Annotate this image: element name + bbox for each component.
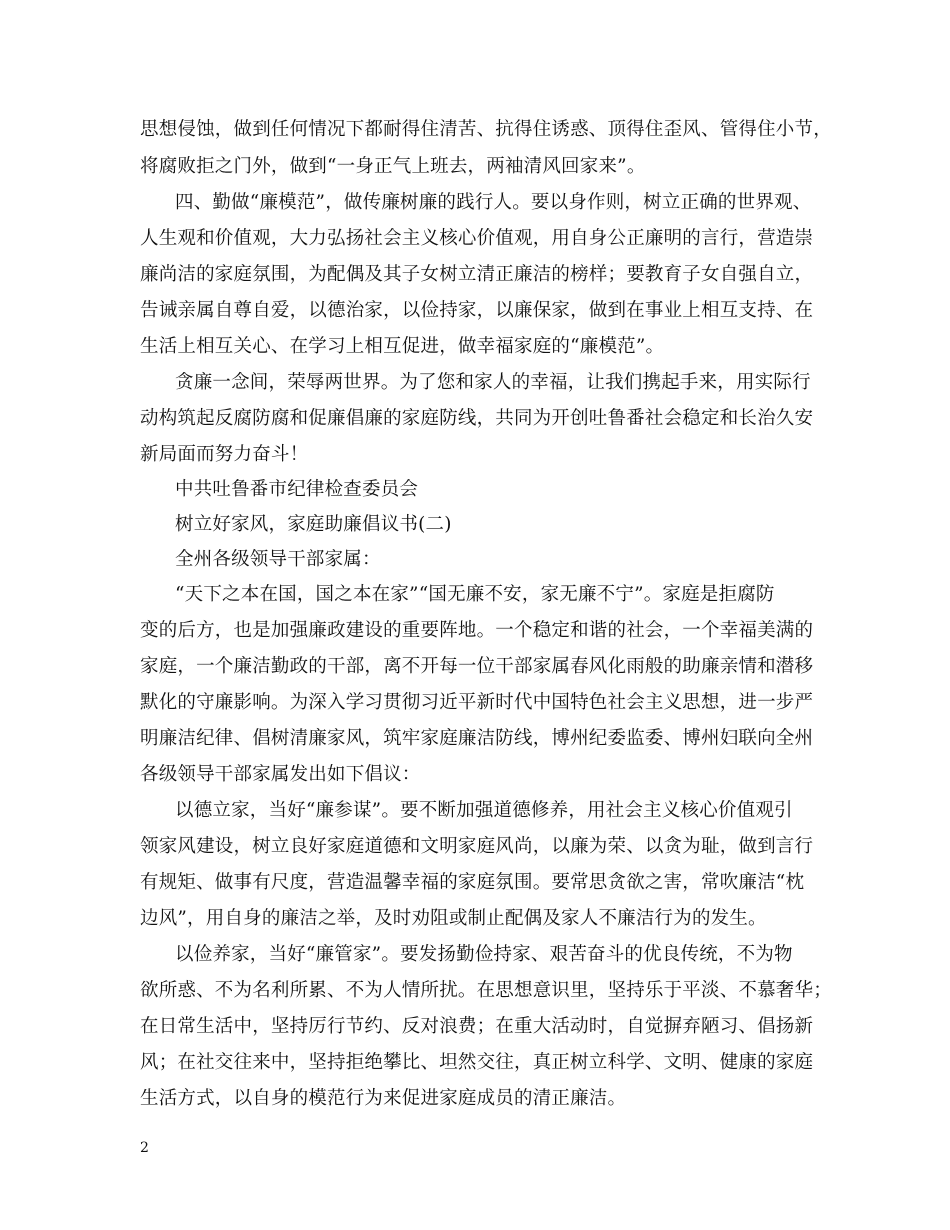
signature-line: 中共吐鲁番市纪律检查委员会 bbox=[175, 479, 419, 500]
text-line: 明廉洁纪律、倡树清廉家风，筑牢家庭廉洁防线，博州纪委监委、博州妇联向全州 bbox=[140, 728, 814, 749]
text-line: 人生观和价值观，大力弘扬社会主义核心价值观，用自身公正廉明的言行，营造崇 bbox=[140, 228, 814, 249]
paragraph-first-line: “天下之本在国，国之本在家”“国无廉不安，家无廉不宁”。家庭是拒腐防 bbox=[175, 584, 775, 605]
text-line: 各级领导干部家属发出如下倡议： bbox=[140, 764, 421, 785]
paragraph-first-line: 以俭养家，当好“廉管家”。要发扬勤俭持家、艰苦奋斗的优良传统，不为物 bbox=[175, 944, 793, 965]
text-line: 家庭，一个廉洁勤政的干部，离不开每一位干部家属春风化雨般的助廉亲情和潜移 bbox=[140, 656, 814, 677]
paragraph-first-line: 四、勤做“廉模范”，做传廉树廉的践行人。要以身作则，树立正确的世界观、 bbox=[175, 192, 812, 213]
text-line: 变的后方，也是加强廉政建设的重要阵地。一个稳定和谐的社会，一个幸福美满的 bbox=[140, 620, 814, 641]
text-line: 新局面而努力奋斗！ bbox=[140, 444, 309, 465]
salutation: 全州各级领导干部家属： bbox=[175, 549, 381, 570]
page-number: 2 bbox=[140, 1140, 149, 1156]
text-line: 在日常生活中，坚持厉行节约、反对浪费；在重大活动时，自觉摒弃陋习、倡扬新 bbox=[140, 1016, 814, 1037]
text-line: 有规矩、做事有尺度，营造温馨幸福的家庭氛围。要常思贪欲之害，常吹廉洁“枕 bbox=[140, 872, 805, 893]
text-line: 告诫亲属自尊自爱，以德治家，以俭持家，以廉保家，做到在事业上相互支持、在 bbox=[140, 300, 814, 321]
text-line: 廉尚洁的家庭氛围，为配偶及其子女树立清正廉洁的榜样；要教育子女自强自立， bbox=[140, 264, 814, 285]
section-title: 树立好家风，家庭助廉倡议书(二) bbox=[175, 514, 452, 535]
text-line: 生活上相互关心、在学习上相互促进，做幸福家庭的“廉模范”。 bbox=[140, 336, 665, 357]
text-line: 领家风建设，树立良好家庭道德和文明家庭风尚，以廉为荣、以贪为耻，做到言行 bbox=[140, 836, 814, 857]
text-line: 动构筑起反腐防腐和促廉倡廉的家庭防线，共同为开创吐鲁番社会稳定和长治久安 bbox=[140, 408, 814, 429]
text-line: 欲所惑、不为名利所累、不为人情所扰。在思想意识里，坚持乐于平淡、不慕奢华； bbox=[140, 980, 832, 1001]
paragraph-first-line: 以德立家，当好“廉参谋”。要不断加强道德修养，用社会主义核心价值观引 bbox=[175, 800, 793, 821]
text-line: 生活方式，以自身的模范行为来促进家庭成员的清正廉洁。 bbox=[140, 1088, 627, 1109]
text-line: 边风”，用自身的廉洁之举，及时劝阻或制止配偶及家人不廉洁行为的发生。 bbox=[140, 908, 767, 929]
paragraph-first-line: 贪廉一念间，荣辱两世界。为了您和家人的幸福，让我们携起手来，用实际行 bbox=[175, 372, 811, 393]
text-line: 默化的守廉影响。为深入学习贯彻习近平新时代中国特色社会主义思想，进一步严 bbox=[140, 692, 814, 713]
text-line: 风；在社交往来中，坚持拒绝攀比、坦然交往，真正树立科学、文明、健康的家庭 bbox=[140, 1052, 814, 1073]
text-line: 将腐败拒之门外，做到“一身正气上班去，两袖清风回家来”。 bbox=[140, 156, 646, 177]
text-line: 思想侵蚀，做到任何情况下都耐得住清苦、抗得住诱惑、顶得住歪风、管得住小节， bbox=[140, 119, 832, 140]
